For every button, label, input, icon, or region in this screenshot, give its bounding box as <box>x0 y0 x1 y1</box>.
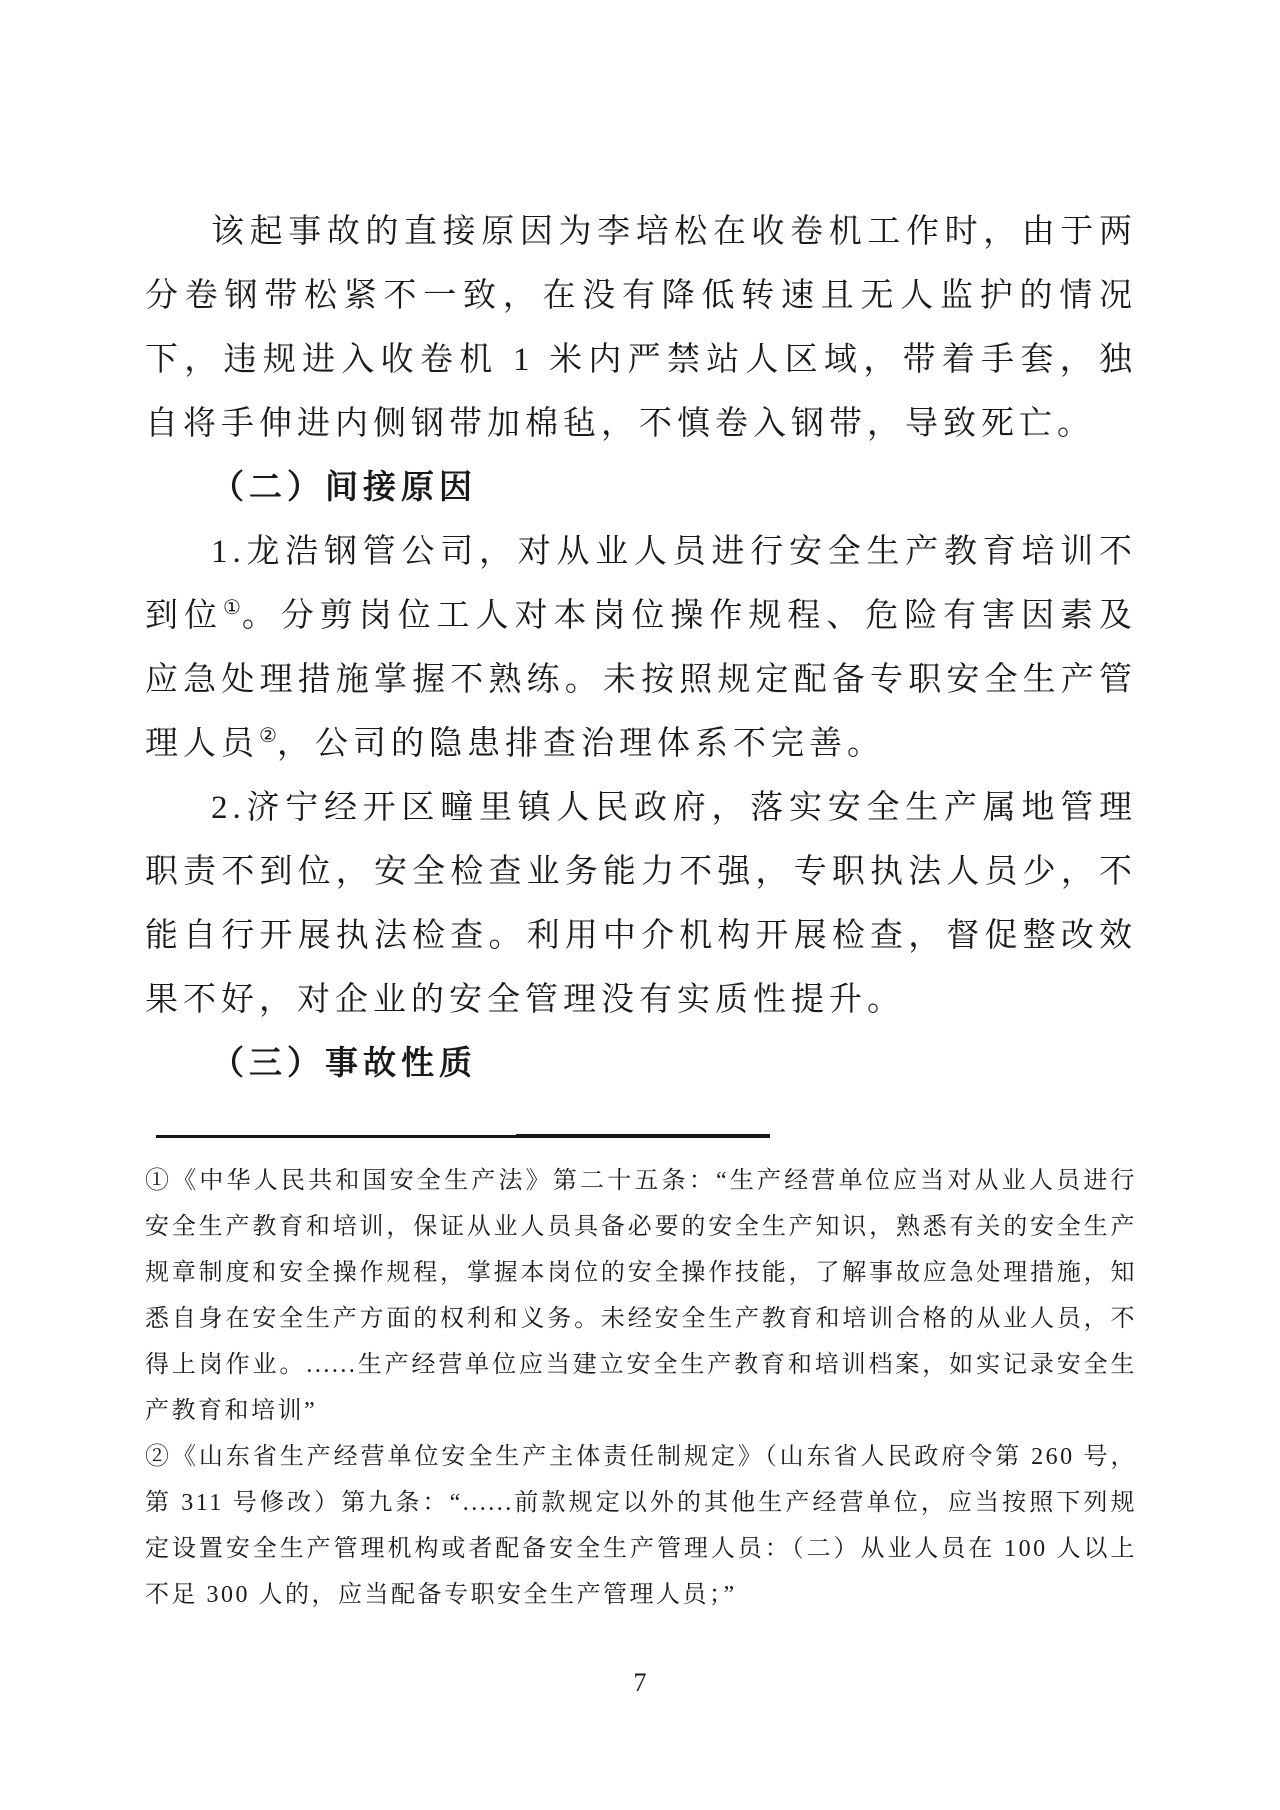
footnote-2-marker: ② <box>145 1444 172 1470</box>
page-number: 7 <box>633 1668 647 1697</box>
footnote-2-text: 《山东省生产经营单位安全生产主体责任制规定》（山东省人民政府令第 260 号，第 311 号修改）第九条：“......前款规定以外的其他生产经营单位，应当按照下列规定设置安全生产管理机构或者配备安全生产管理人员：（二）从业人员在 100 人以上不足 300 人的，应当配备专职安全生产管理人员；” <box>145 1444 1138 1608</box>
footnote-2 <box>145 1434 1137 1618</box>
heading-accident-nature: （三）事故性质 <box>211 1046 477 1082</box>
body-text-block <box>145 200 1137 1096</box>
paragraph-indirect-item-1 <box>145 520 1137 776</box>
text-run: 1.龙浩钢管公司，对从业人员进行安全生产教育培训不到位 <box>145 534 1137 634</box>
text-run: 2.济宁经开区疃里镇人民政府，落实安全生产属地管理职责不到位，安全检查业务能力不强，专职执法人员少，不能自行开展执法检查。利用中介机构开展检查，督促整改效果不好，对企业的安全管理没有实质性提升。 <box>145 790 1137 1018</box>
footnote-separator-rule <box>156 1135 770 1138</box>
footnotes-block <box>145 1158 1137 1618</box>
footnote-reference-mark: ① <box>222 597 242 619</box>
text-run: 。分剪岗位工人对本岗位操作规程、危险有害因素及应急处理措施掌握不熟练。未按照规定配备专职安全生产管理人员 <box>145 598 1138 762</box>
footnote-1-marker: ① <box>145 1168 173 1194</box>
paragraph-direct-cause <box>145 200 1137 456</box>
text-run: 该起事故的直接原因为李培松在收卷机工作时，由于两分卷钢带松紧不一致，在没有降低转速且无人监护的情况下，违规进入收卷机 1 米内严禁站人区域，带着手套，独自将手伸进内侧钢带加棉毡，不慎卷入钢带，导致死亡。 <box>145 214 1137 442</box>
paragraph-indirect-item-2 <box>145 776 1137 1032</box>
footnote-reference-mark: ② <box>259 725 277 747</box>
footnote-1 <box>145 1158 1137 1434</box>
footnote-1-text: 《中华人民共和国安全生产法》第二十五条：“生产经营单位应当对从业人员进行安全生产教育和培训，保证从业人员具备必要的安全生产知识，熟悉有关的安全生产规章制度和安全操作规程，掌握本岗位的安全操作技能，了解事故应急处理措施，知悉自身在安全生产方面的权利和义务。未经安全生产教育和培训合格的从业人员，不得上岗作业。......生产经营单位应当建立安全生产教育和培训档案，如实记录安全生产教育和培训” <box>145 1168 1138 1424</box>
heading-indirect-cause: （二）间接原因 <box>211 470 477 506</box>
text-run: ，公司的隐患排查治理体系不完善。 <box>276 726 885 762</box>
